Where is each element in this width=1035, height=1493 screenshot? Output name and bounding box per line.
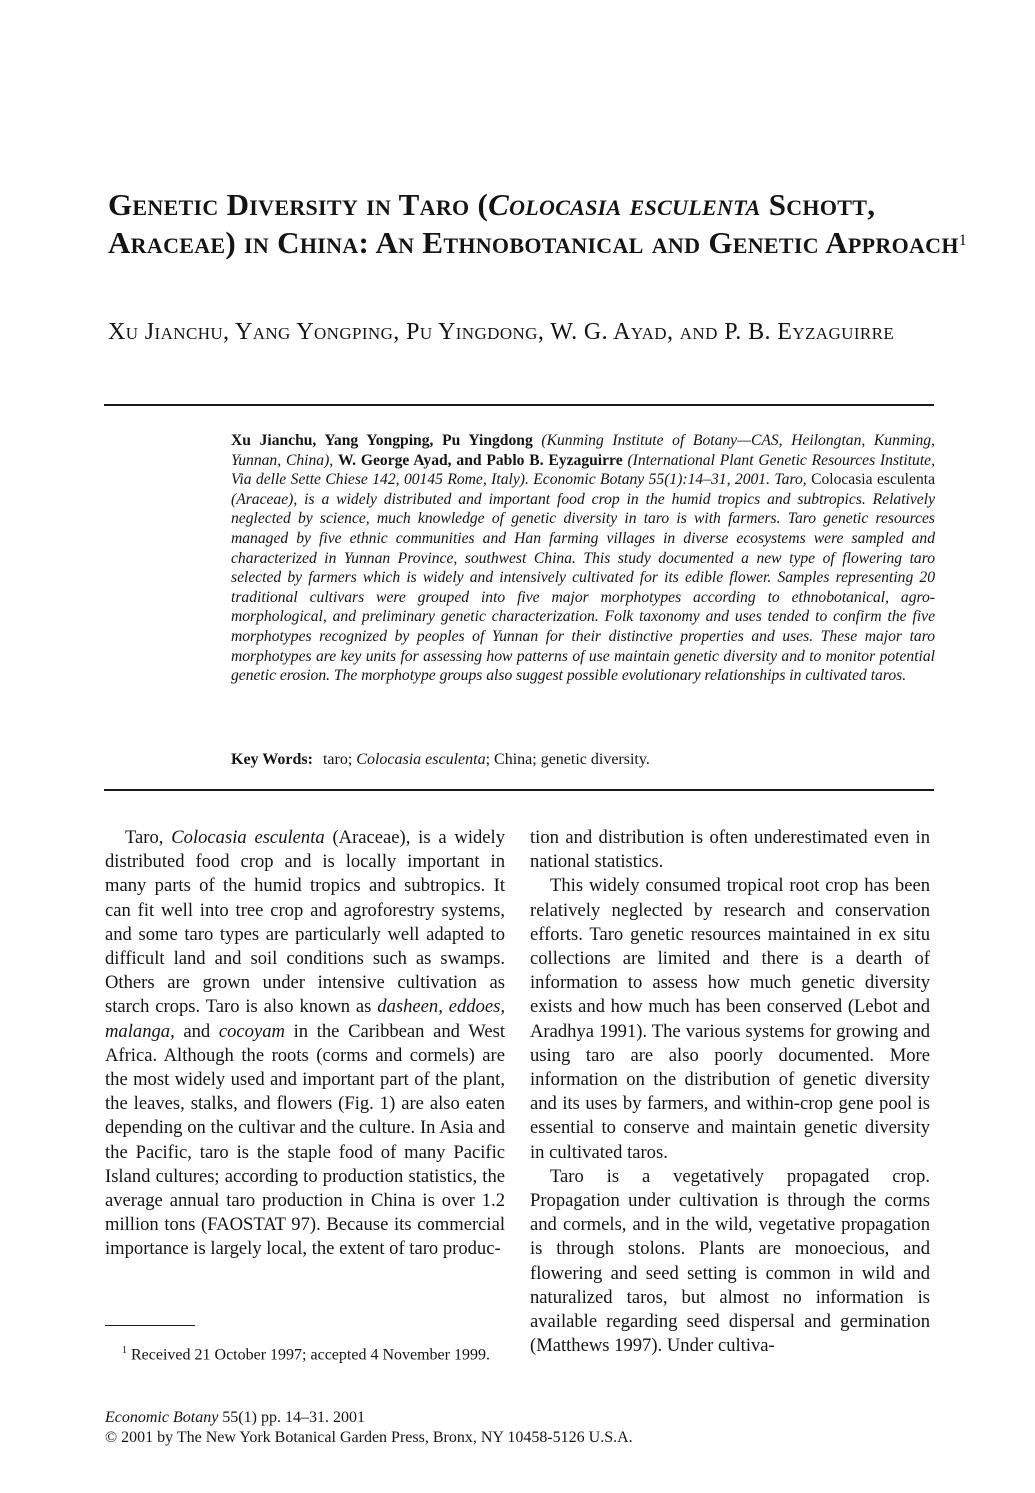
keyword-1: taro; [322,751,357,768]
right-paragraph-2: This widely consumed tropical root crop has been relatively neglected by research and conservation efforts. Taro genetic resources maintained in ex situ collections are limited and there is a dearth of information to assess how much genetic diversity exists and how much has been conserved (Lebot and Aradhya 1991). The various systems for growing and using taro are also poorly documented. More information on the distribution of genetic diversity and its uses by farmers, and within-crop gene pool is essential to conserve and maintain genetic diversity in cultivated taros. [530,875,930,1163]
abstract [231,431,935,686]
copyright-line: © 2001 by The New York Botanical Garden Press, Bronx, NY 10458-5126 U.S.A. [105,1429,633,1446]
title-footnote-mark[interactable]: 1 [958,232,968,249]
title-species-italic: Colocasia esculenta [488,187,761,222]
text-run: Taro, [125,827,172,848]
left-paragraph-1 [105,826,505,1262]
footnote-divider [105,1325,195,1326]
footnote [105,1341,505,1365]
author-list: Xu Jianchu, Yang Yongping, Pu Yingdong, W. G. Ayad, and P. B. Eyzaguirre [108,319,895,345]
text-run: in the Caribbean and West Africa. Although the roots (corms and cormels) are the most widely used and important part of the plant, the leaves, stalks, and flowers (Fig. 1) are also eaten depending on the cultivar and the culture. In Asia and the Pacific, taro is the staple food of many Pacific Island cultures; according to production statistics, the average annual taro production in China is over 1.2 million tons (FAOSTAT 97). Because its commercial importance is largely local, the extent of taro produc- [105,1020,505,1260]
bottom-divider [104,789,934,791]
abstract-species: Colocasia esculenta [811,471,935,489]
article-title [108,186,968,262]
abstract-affiliation-1: (Kunming Institute of Botany—CAS, Heilongtan, Kunming, Yunnan, China), [231,432,935,469]
abstract-affiliation-2: (International Plant Genetic Resources Institute, Via delle Sette Chiese 142, 00145 Rome, Italy). Economic Botany 55(1):14–31, 2001. Taro, [231,451,935,489]
footnote-text: Received 21 October 1997; accepted 4 November 1999. [127,1346,490,1364]
abstract-authors-1: Xu Jianchu, Yang Yongping, Pu Yingdong [231,432,533,449]
right-paragraph-1: tion and distribution is often underestimated even in national statistics. [530,827,930,873]
right-paragraph-3: Taro is a vegetatively propagated crop. Propagation under cultivation is through the corms and cormels, and in the wild, vegetative propagation is through stolons. Plants are monoecious, and flowering and seed setting is common in wild and naturalized taros, but almost no information is available regarding seed dispersal and germination (Matthews 1997). Under cultiva- [530,1165,930,1357]
left-column [105,826,505,1262]
journal-volume: 55(1) pp. 14–31. 2001 [218,1409,365,1426]
text-run: and [174,1020,219,1042]
keyword-2: Colocasia esculenta [356,751,486,768]
abstract-authors-2: W. George Ayad, and Pablo B. Eyzaguirre [337,451,623,469]
keyword-3: ; China; genetic diversity. [485,751,650,768]
common-name: cocoyam [218,1020,285,1042]
top-divider [104,404,934,406]
title-part-1: Genetic Diversity in Taro ( [108,187,489,222]
species-name: Colocasia esculenta [171,827,325,848]
text-run: (Araceae), is a widely distributed food crop and is locally important in many parts of the humid tropics and subtropics. It can fit well into tree crop and agroforestry systems, and some taro types are particularly well adapted to difficult land and soil conditions such as swamps. Others are grown under intensive cultivation as starch crops. Taro is also known as [105,827,505,1018]
journal-name: Economic Botany [105,1409,219,1426]
right-column [530,826,930,1358]
footnote-mark: 1 [122,1345,127,1356]
abstract-body: (Araceae), is a widely distributed and important food crop in the humid tropics and subtropics. Relatively neglected by science, much knowledge of genetic diversity in taro is with farmers. Taro genetic resources managed by five ethnic communities and Han farming villages in diverse ecosystems were sampled and characterized in Yunnan Province, southwest China. This study documented a new type of flowering taro selected by farmers which is widely and intensively cultivated for its edible flower. Samples representing 20 traditional cultivars were grouped into five major morphotypes according to ethnobotanical, agro-morphological, and preliminary genetic characterization. Folk taxonomy and uses tended to confirm the five morphotypes recognized by peoples of Yunnan for their distinctive properties and uses. These major taro morphotypes are key units for assessing how patterns of use maintain genetic diversity and to monitor potential genetic erosion. The morphotype groups also suggest possible evolutionary relationships in cultivated taros. [231,490,935,685]
keywords-label: Key Words: [231,751,313,768]
common-names: dasheen, eddoes, malanga, [105,996,506,1042]
title-part-2: Schott, Araceae) in China: An Ethnobotanical and Genetic Approach [108,187,959,260]
journal-citation [105,1408,365,1428]
keywords [231,750,935,770]
